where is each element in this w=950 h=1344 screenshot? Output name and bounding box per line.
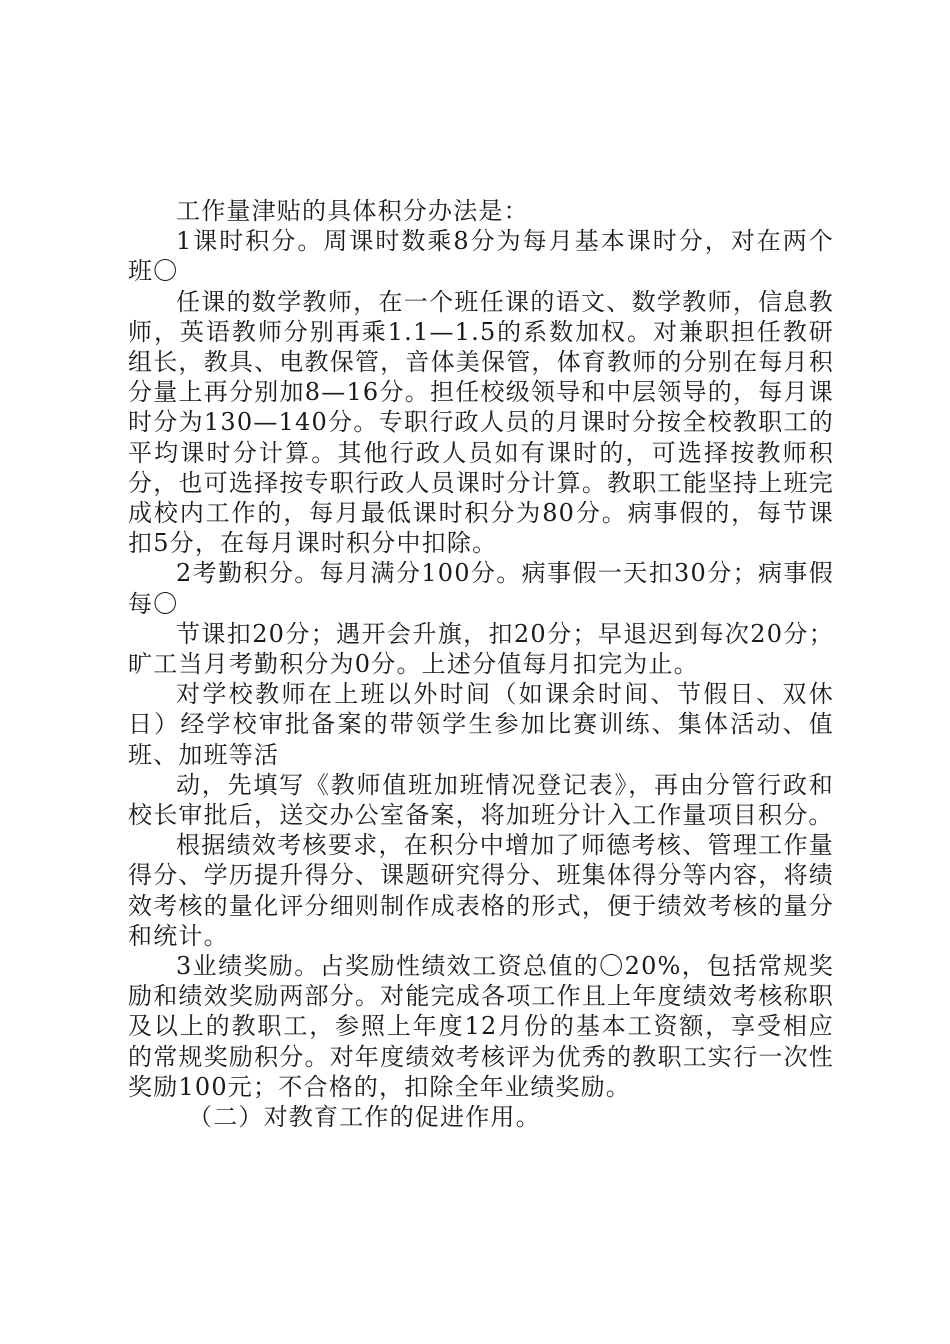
paragraph-overtime-registration: 动，先填写《教师值班加班情况登记表》，再由分管行政和校长审批后，送交办公室备案，将加班分计入工作量项目积分。 <box>128 770 834 830</box>
paragraph-performance-reward: 3业绩奖励。占奖励性绩效工资总值的〇20%，包括常规奖励和绩效奖励两部分。对能完成各项工作且上年度绩效考核称职及以上的教职工，参照上年度12月份的基本工资额，享受相应的常规奖励积分。对年度绩效考核评为优秀的教职工实行一次性奖励100元；不合格的，扣除全年业绩奖励。 <box>128 952 834 1101</box>
section-heading-promotion: （二）对教育工作的促进作用。 <box>188 1103 541 1132</box>
paragraph-intro: 工作量津贴的具体积分办法是： <box>176 197 529 225</box>
paragraph-attendance-detail: 节课扣20分；遇开会升旗，扣20分；早退迟到每次20分；旷工当月考勤积分为0分。上述分值每月扣完为止。 <box>128 619 834 679</box>
paragraph-overtime-activities: 对学校教师在上班以外时间（如课余时间、节假日、双休日）经学校审批备案的带领学生参加比赛训练、集体活动、值班、加班等活 <box>128 680 834 769</box>
paragraph-class-hours-detail: 任课的数学教师，在一个班任课的语文、数学教师，信息教师，英语教师分别再乘1.1—1.5的系数加权。对兼职担任教研组长，教具、电教保管，音体美保管，体育教师的分别在每月积分量上再分别加8—16分。担任校级领导和中层领导的，每月课时分为130—140分。专职行政人员的月课时分按全校教职工的平均课时分计算。其他行政人员如有课时的，可选择按教师积分，也可选择按专职行政人员课时分计算。教职工能坚持上班完成校内工作的，每月最低课时积分为80分。病事假的，每节课扣5分，在每月课时积分中扣除。 <box>128 287 834 558</box>
paragraph-attendance-heading: 2考勤积分。每月满分100分。病事假一天扣30分；病事假每〇 <box>128 559 834 618</box>
document-body <box>128 196 834 1132</box>
paragraph-class-hours-heading: 1课时积分。周课时数乘8分为每月基本课时分，对在两个班〇 <box>128 227 834 286</box>
paragraph-performance-assessment: 根据绩效考核要求，在积分中增加了师德考核、管理工作量得分、学历提升得分、课题研究得分、班集体得分等内容，将绩效考核的量化评分细则制作成表格的形式，便于绩效考核的量分和统计。 <box>128 831 834 950</box>
